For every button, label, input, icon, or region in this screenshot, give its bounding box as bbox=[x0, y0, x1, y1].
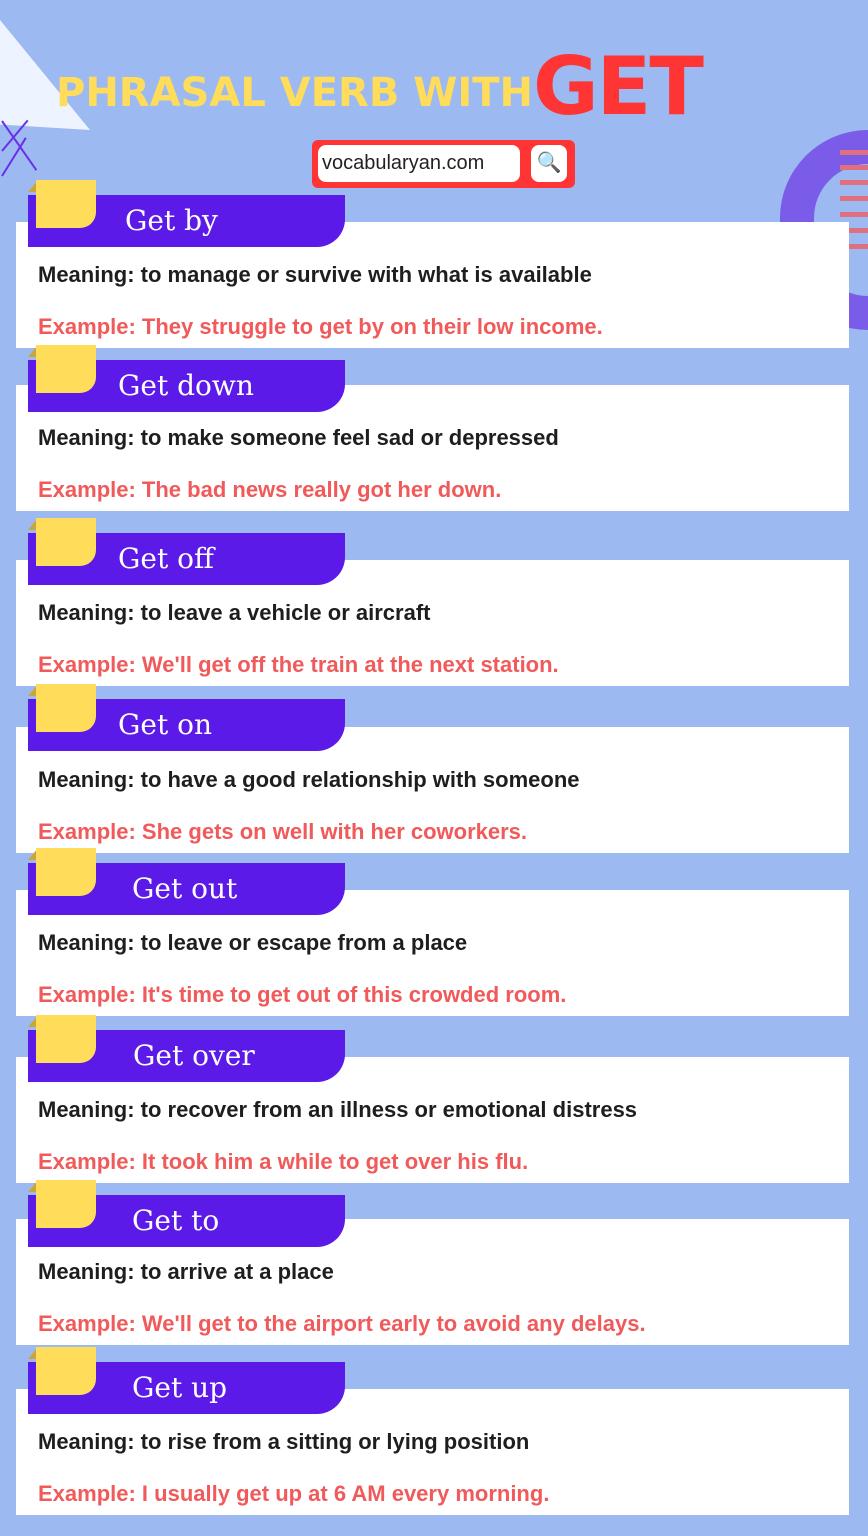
example-text: Example: It's time to get out of this crowded room. bbox=[38, 982, 567, 1007]
meaning-text: Meaning: to make someone feel sad or depressed bbox=[38, 425, 559, 450]
sticky-note-icon bbox=[36, 518, 96, 566]
sticky-note-icon bbox=[36, 1015, 96, 1063]
example-text: Example: I usually get up at 6 AM every morning. bbox=[38, 1481, 550, 1506]
meaning-text: Meaning: to rise from a sitting or lying position bbox=[38, 1429, 530, 1454]
example-text: Example: We'll get off the train at the next station. bbox=[38, 652, 559, 677]
decorative-stripe bbox=[840, 150, 868, 155]
verb-heading: Get up bbox=[132, 1371, 228, 1404]
magnifier-icon[interactable]: 🔍 bbox=[531, 145, 567, 182]
title-highlight: GET bbox=[533, 40, 702, 133]
meaning-text: Meaning: to arrive at a place bbox=[38, 1259, 334, 1284]
example-text: Example: It took him a while to get over his flu. bbox=[38, 1149, 529, 1174]
sticky-note-icon bbox=[36, 848, 96, 896]
verb-heading: Get by bbox=[125, 204, 218, 237]
verb-heading: Get out bbox=[132, 872, 238, 905]
meaning-text: Meaning: to recover from an illness or emotional distress bbox=[38, 1097, 638, 1122]
example-text: Example: We'll get to the airport early to avoid any delays. bbox=[38, 1311, 646, 1336]
sticky-note-icon bbox=[36, 180, 96, 228]
decorative-line bbox=[1, 137, 27, 176]
meaning-text: Meaning: to manage or survive with what is available bbox=[38, 262, 592, 287]
verb-heading: Get down bbox=[118, 369, 254, 402]
example-text: Example: The bad news really got her down. bbox=[38, 477, 502, 502]
decorative-stripe bbox=[840, 180, 868, 185]
sticky-note-icon bbox=[36, 1347, 96, 1395]
meaning-text: Meaning: to leave a vehicle or aircraft bbox=[38, 600, 431, 625]
verb-heading: Get over bbox=[133, 1039, 255, 1072]
verb-heading: Get off bbox=[118, 542, 214, 575]
example-text: Example: They struggle to get by on their low income. bbox=[38, 314, 603, 339]
meaning-text: Meaning: to have a good relationship with someone bbox=[38, 767, 580, 792]
verb-heading: Get on bbox=[118, 708, 212, 741]
website-field[interactable]: vocabularyan.com bbox=[318, 145, 520, 182]
page-title bbox=[56, 40, 702, 133]
sticky-note-icon bbox=[36, 345, 96, 393]
meaning-text: Meaning: to leave or escape from a place bbox=[38, 930, 468, 955]
verb-heading: Get to bbox=[132, 1204, 220, 1237]
decorative-stripe bbox=[840, 212, 868, 217]
website-search-box bbox=[312, 140, 575, 188]
sticky-note-icon bbox=[36, 1180, 96, 1228]
sticky-note-icon bbox=[36, 684, 96, 732]
decorative-stripe bbox=[840, 196, 868, 201]
title-text: PHRASAL VERB WITH bbox=[56, 70, 533, 116]
example-text: Example: She gets on well with her coworkers. bbox=[38, 819, 528, 844]
decorative-stripe bbox=[840, 165, 868, 170]
